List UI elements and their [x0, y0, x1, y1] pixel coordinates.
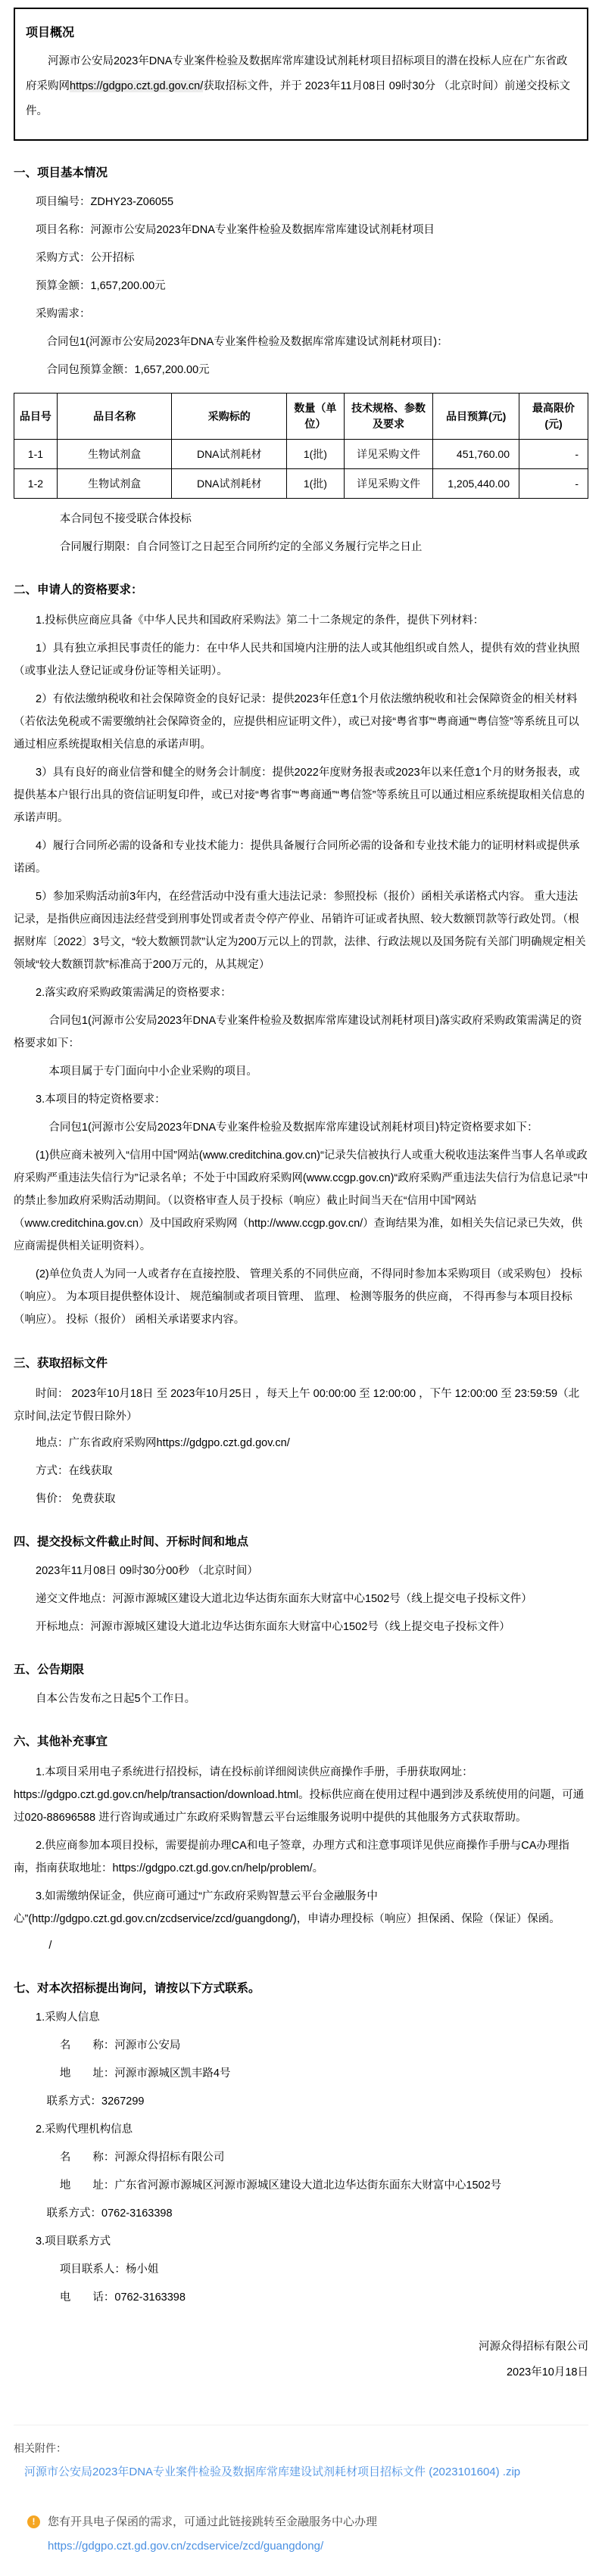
header-qty: 数量（单位） [287, 394, 345, 440]
cell-spec: 详见采购文件 [344, 469, 432, 499]
cell-item-no: 1-1 [14, 440, 58, 469]
qualification-p7: 2.落实政府采购政策需满足的资格要求： [36, 987, 232, 999]
project-name: 项目名称：河源市公安局2023年DNA专业案件检验及数据库常库建设试剂耗材项目 [36, 224, 435, 236]
cell-max-price: - [519, 469, 588, 499]
project-overview-box [14, 8, 588, 141]
doc-obtain-price: 售价： 免费获取 [36, 1493, 116, 1505]
header-budget: 品目预算(元) [433, 394, 519, 440]
supplement-p1: 1.本项目采用电子系统进行招投标，请在投标前详细阅读供应商操作手册，手册获取网址：https://gdgpo.czt.gd.gov.cn/help/transaction/download.html。投标供应商在使用过程中遇到涉及系统使用的问题，可通过020-88696588 进行咨询或通过广东政府采购智慧云平台运维服务说明中提供的其他服务方式获取帮助。 [14, 1766, 585, 1824]
cell-target: DNA试剂耗材 [172, 440, 287, 469]
attachment-zip-link[interactable]: 河源市公安局2023年DNA专业案件检验及数据库常库建设试剂耗材项目招标文件 (2023101604) .zip [24, 2466, 521, 2478]
project-contact-title: 3.项目联系方式 [36, 2235, 111, 2248]
procurement-site-url: https://gdgpo.czt.gd.gov.cn/ [70, 80, 204, 92]
buyer-contact: 联系方式：3267299 [46, 2095, 145, 2108]
qualification-p9: 本项目属于专门面向中小企业采购的项目。 [48, 1066, 257, 1078]
cell-qty: 1(批) [287, 440, 345, 469]
items-table-header-row [14, 394, 588, 440]
qualification-p10: 3.本项目的特定资格要求： [36, 1094, 166, 1106]
qualification-p2: 1）具有独立承担民事责任的能力：在中华人民共和国境内注册的法人或其他组织或自然人，提供有效的营业执照（或事业法人登记证或身份证等相关证明）。 [14, 642, 580, 677]
header-max-price: 最高限价(元) [519, 394, 588, 440]
attachments-section [14, 2425, 588, 2479]
signature-company: 河源众得招标有限公司 [479, 2341, 588, 2353]
procurement-method: 采购方式：公开招标 [36, 252, 135, 264]
overview-text-prefix: 河源市公安局2023年DNA专业案件检验及数据库常库建设试剂耗材项目招标项目的潜在投标人应在广东省政府采购网 [26, 55, 568, 92]
attachments-label: 相关附件： [14, 2442, 67, 2454]
eguarantee-notice [14, 2514, 588, 2553]
qualification-p12: (1)供应商未被列入“信用中国”网站(www.creditchina.gov.cn)“记录失信被执行人或重大税收违法案件当事人名单或政府采购严重违法失信行为”记录名单；不处于中国政府采购网(www.ccgp.gov.cn)“政府采购严重违法失信行为信息记录”中的禁止参加政府采购活动期间。（以资格审查人员于投标（响应）截止时间当天在“信用中国”网站（www.creditchina.gov.cn）及中国政府采购网（http://www.ccgp.gov.cn/）查询结果为准，如相关失信记录已失效，供应商需提供相关证明资料）。 [14, 1150, 588, 1252]
qualification-p1: 1.投标供应商应具备《中华人民共和国政府采购法》第二十二条规定的条件，提供下列材料： [36, 614, 485, 627]
contract-period-note: 合同履行期限：自合同签订之日起至合同所约定的全部义务履行完毕之日止 [59, 541, 423, 553]
qualification-p3: 2）有依法缴纳税收和社会保障资金的良好记录：提供2023年任意1个月依法缴纳税收和社会保障资金的相关材料（若依法免税或不需要缴纳社会保障资金的，应提供相应证明文件），或已对接“粤省事”“粤商通”“粤信签”等系统且可以通过相应系统提取相关信息的承诺声明。 [14, 693, 579, 751]
eguarantee-service-link[interactable]: https://gdgpo.czt.gd.gov.cn/zcdservice/zcd/guangdong/ [48, 2540, 324, 2553]
section-1-heading: 一、项目基本情况 [14, 166, 108, 179]
buyer-info-title: 1.采购人信息 [36, 2011, 100, 2024]
cell-spec: 详见采购文件 [344, 440, 432, 469]
section-6-heading: 六、其他补充事宜 [14, 1735, 108, 1748]
demand-label: 采购需求： [36, 308, 91, 320]
signature-block [14, 2334, 588, 2385]
cell-target: DNA试剂耗材 [172, 469, 287, 499]
overview-title: 项目概况 [26, 26, 75, 39]
cell-budget: 1,205,440.00 [433, 469, 519, 499]
submit-place: 递交文件地点：河源市源城区建设大道北边华达街东面东大财富中心1502号（线上提交电子投标文件） [36, 1593, 532, 1605]
qualification-p5: 4）履行合同所必需的设备和专业技术能力：提供具备履行合同所必需的设备和专业技术能力的证明材料或提供承诺函。 [14, 840, 580, 875]
budget-amount: 预算金额：1,657,200.00元 [36, 280, 166, 292]
qualification-p13: (2)单位负责人为同一人或者存在直接控股、 管理关系的不同供应商，不得同时参加本采购项目（或采购包） 投标（响应）。 为本项目提供整体设计、 规范编制或者项目管理、 监理、 检测等服务的供应商， 不得再参与本项目投标（响应）。 投标（报价） 函相关承诺要求内容。 [14, 1268, 582, 1326]
supplement-p3: 3.如需缴纳保证金，供应商可通过“广东政府采购智慧云平台金融服务中心”(http://gdgpo.czt.gd.gov.cn/zcdservice/zcd/guangdong/)，申请办理投标（响应）担保函、保险（保证）保函。 [14, 1890, 560, 1925]
qualification-p6: 5）参加采购活动前3年内，在经营活动中没有重大违法记录：参照投标（报价）函相关承诺格式内容。 重大违法记录，是指供应商因违法经营受到刑事处罚或者责令停产停业、吊销许可证或者执照、较大数额罚款等行政处罚。（根据财库〔2022〕3号文，“较大数额罚款”认定为200万元以上的罚款，法律、行政法规以及国务院有关部门明确规定相关领域“较大数额罚款”标准高于200万元的，从其规定） [14, 891, 586, 971]
overview-text-suffix: 获取招标文件，并于 2023年11月08日 09时30分 （北京时间）前递交投标文件。 [26, 80, 571, 117]
section-3-heading: 三、获取招标文件 [14, 1357, 108, 1370]
no-consortium-note: 本合同包不接受联合体投标 [59, 513, 192, 525]
table-row [14, 469, 588, 499]
doc-obtain-time: 时间： 2023年10月18日 至 2023年10月25日 ，每天上午 00:00:00 至 12:00:00 ，下午 12:00:00 至 23:59:59（北京时间,法定节假日除外） [14, 1388, 580, 1423]
cell-item-name: 生物试剂盒 [57, 440, 172, 469]
bid-deadline: 2023年11月08日 09时30分00秒 （北京时间） [36, 1565, 258, 1577]
signature-date: 2023年10月18日 [506, 2366, 588, 2378]
cell-item-no: 1-2 [14, 469, 58, 499]
package-budget: 合同包预算金额：1,657,200.00元 [46, 364, 210, 376]
qualification-p11: 合同包1(河源市公安局2023年DNA专业案件检验及数据库常库建设试剂耗材项目)特定资格要求如下： [48, 1122, 538, 1134]
header-item-no: 品目号 [14, 394, 58, 440]
section-5-heading: 五、公告期限 [14, 1663, 85, 1676]
cell-item-name: 生物试剂盒 [57, 469, 172, 499]
section-2-heading: 二、申请人的资格要求： [14, 583, 143, 596]
doc-obtain-place: 地点：广东省政府采购网https://gdgpo.czt.gd.gov.cn/ [36, 1437, 290, 1449]
items-table [14, 393, 588, 499]
section-7-heading: 七、对本次招标提出询问，请按以下方式联系。 [14, 1982, 260, 1995]
project-contact-person: 项目联系人：杨小姐 [59, 2263, 159, 2276]
header-spec: 技术规格、参数及要求 [344, 394, 432, 440]
cell-budget: 451,760.00 [433, 440, 519, 469]
cell-max-price: - [519, 440, 588, 469]
section-4-heading: 四、提交投标文件截止时间、开标时间和地点 [14, 1535, 249, 1548]
announcement-period: 自本公告发布之日起5个工作日。 [36, 1693, 196, 1705]
table-row [14, 440, 588, 469]
supplement-slash: / [48, 1940, 52, 1952]
project-code: 项目编号：ZDHY23-Z06055 [36, 196, 174, 208]
agency-address: 地 址：广东省河源市源城区河源市源城区建设大道北边华达街东面东大财富中心1502号 [59, 2179, 502, 2192]
supplement-p2: 2.供应商参加本项目投标，需要提前办理CA和电子签章，办理方式和注意事项详见供应商操作手册与CA办理指南，指南获取地址：https://gdgpo.czt.gd.gov.cn/help/problem/。 [14, 1840, 569, 1874]
open-place: 开标地点：河源市源城区建设大道北边华达街东面东大财富中心1502号（线上提交电子投标文件） [36, 1621, 510, 1633]
doc-obtain-method: 方式：在线获取 [36, 1465, 113, 1477]
agency-contact: 联系方式：0762-3163398 [46, 2207, 173, 2220]
overview-paragraph [26, 49, 576, 124]
exclamation-circle-icon: ! [27, 2515, 40, 2528]
header-item-name: 品目名称 [57, 394, 172, 440]
qualification-p8: 合同包1(河源市公安局2023年DNA专业案件检验及数据库常库建设试剂耗材项目)落实政府采购政策需满足的资格要求如下： [14, 1015, 582, 1050]
buyer-address: 地 址：河源市源城区凯丰路4号 [59, 2067, 231, 2080]
agency-info-title: 2.采购代理机构信息 [36, 2123, 133, 2136]
eguarantee-notice-text: 您有开具电子保函的需求，可通过此链接跳转至金融服务中心办理 [48, 2515, 378, 2528]
project-contact-tel: 电 话：0762-3163398 [59, 2291, 186, 2304]
package-line: 合同包1(河源市公安局2023年DNA专业案件检验及数据库常库建设试剂耗材项目)： [46, 336, 448, 348]
header-target: 采购标的 [172, 394, 287, 440]
cell-qty: 1(批) [287, 469, 345, 499]
buyer-name: 名 称：河源市公安局 [59, 2039, 181, 2052]
agency-name: 名 称：河源众得招标有限公司 [59, 2151, 225, 2164]
qualification-p4: 3）具有良好的商业信誉和健全的财务会计制度：提供2022年度财务报表或2023年以来任意1个月的财务报表，或提供基本户银行出具的资信证明复印件，或已对接“粤省事”“粤商通”“粤信签”等系统且可以通过相应系统提取相关信息的承诺声明。 [14, 767, 585, 824]
